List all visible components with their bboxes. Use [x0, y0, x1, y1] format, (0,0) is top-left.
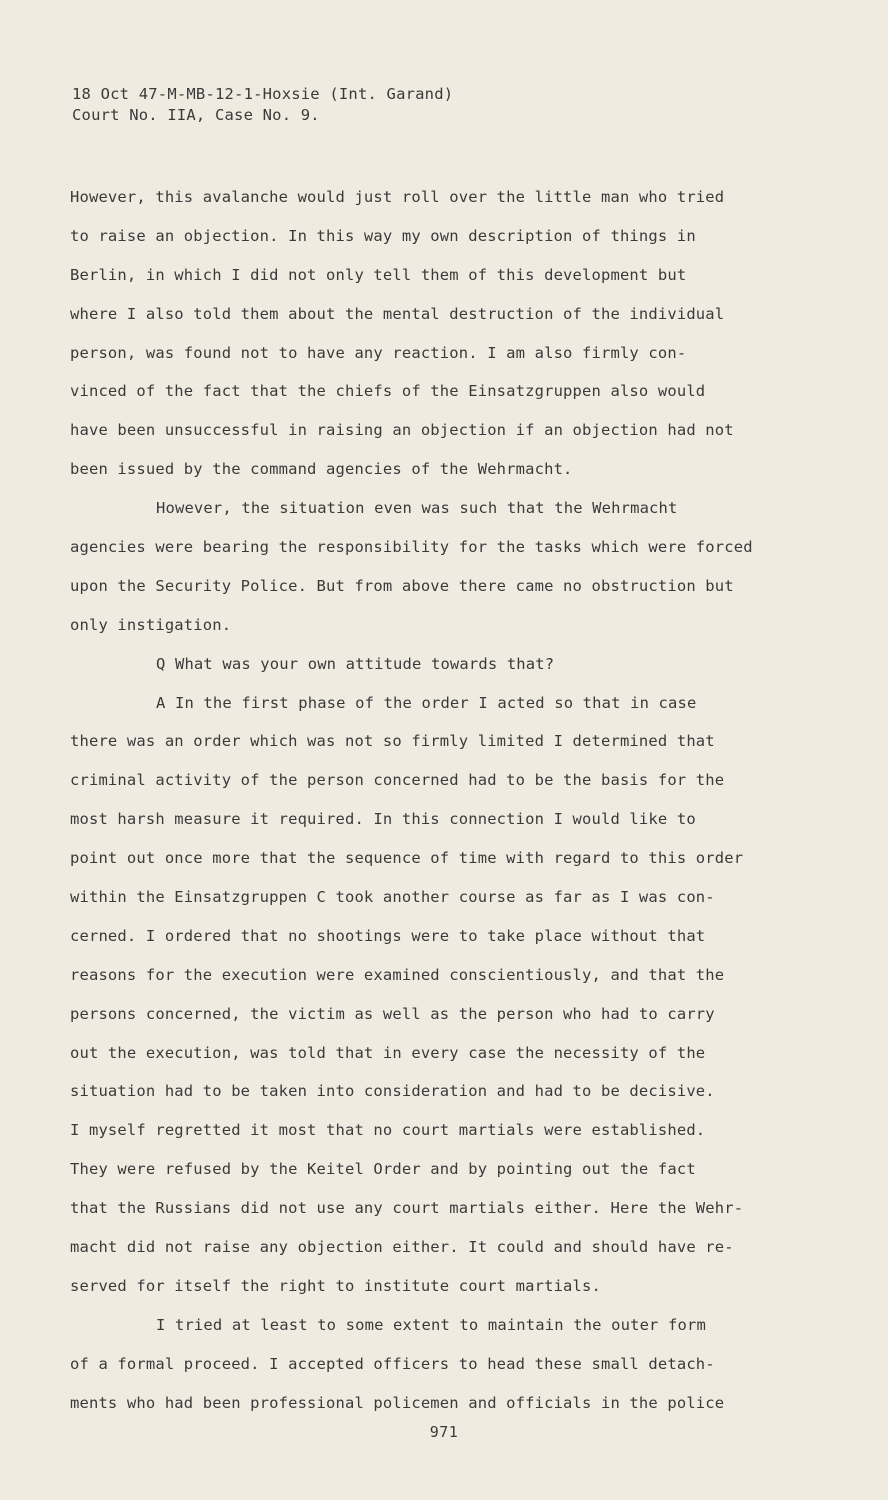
text-line: ments who had been professional policemen and officials in the police [70, 1393, 725, 1412]
answer-line: A In the first phase of the order I acted so that in case [156, 693, 697, 712]
text-line: However, this avalanche would just roll over the little man who tried [70, 188, 725, 206]
text-line: Berlin, in which I did not only tell them of this development but [70, 265, 687, 284]
text-line: upon the Security Police. But from above there came no obstruction but [70, 576, 734, 595]
text-line: macht did not raise any objection either. It could and should have re- [70, 1238, 734, 1257]
text-line: to raise an objection. In this way my own description of things in [70, 226, 696, 245]
text-line: reasons for the execution were examined conscientiously, and that the [70, 965, 725, 984]
text-line: However, the situation even was such that the Wehrmacht [156, 499, 678, 518]
text-line: cerned. I ordered that no shootings were to take place without that [70, 926, 706, 945]
text-line: I myself regretted it most that no court martials were established. [70, 1121, 706, 1140]
text-line: there was an order which was not so firmly limited I determined that [70, 732, 715, 751]
text-line: situation had to be taken into consideration and had to be decisive. [70, 1082, 715, 1101]
text-line: person, was found not to have any reaction. I am also firmly con- [70, 343, 687, 362]
text-line: served for itself the right to institute court martials. [70, 1276, 601, 1295]
text-line: only instigation. [70, 615, 232, 634]
transcript-body [70, 178, 770, 1423]
text-line: been issued by the command agencies of the Wehrmacht. [70, 460, 573, 479]
text-line: They were refused by the Keitel Order and by pointing out the fact [70, 1160, 696, 1179]
text-line: persons concerned, the victim as well as the person who had to carry [70, 1004, 715, 1023]
text-line: that the Russians did not use any court martials either. Here the Wehr- [70, 1199, 744, 1218]
text-line: vinced of the fact that the chiefs of the Einsatzgruppen also would [70, 382, 706, 401]
question-line: Q What was your own attitude towards that? [156, 654, 555, 673]
document-header [72, 84, 453, 126]
text-line: have been unsuccessful in raising an objection if an objection had not [70, 421, 734, 440]
text-line: within the Einsatzgruppen C took another course as far as I was con- [70, 888, 715, 907]
text-line: where I also told them about the mental destruction of the individual [70, 304, 725, 323]
text-line: most harsh measure it required. In this connection I would like to [70, 810, 696, 829]
text-line: of a formal proceed. I accepted officers to head these small detach- [70, 1354, 715, 1373]
text-line: point out once more that the sequence of time with regard to this order [70, 849, 744, 868]
header-line-date: 18 Oct 47-M-MB-12-1-Hoxsie (Int. Garand) [72, 85, 454, 103]
page-number: 971 [429, 1423, 459, 1441]
text-line: criminal activity of the person concerned had to be the basis for the [70, 771, 725, 790]
text-line: out the execution, was told that in every case the necessity of the [70, 1043, 706, 1062]
text-line: agencies were bearing the responsibility for the tasks which were forced [70, 538, 753, 557]
text-line: I tried at least to some extent to maintain the outer form [156, 1315, 706, 1334]
header-line-court: Court No. IIA, Case No. 9. [72, 106, 320, 124]
